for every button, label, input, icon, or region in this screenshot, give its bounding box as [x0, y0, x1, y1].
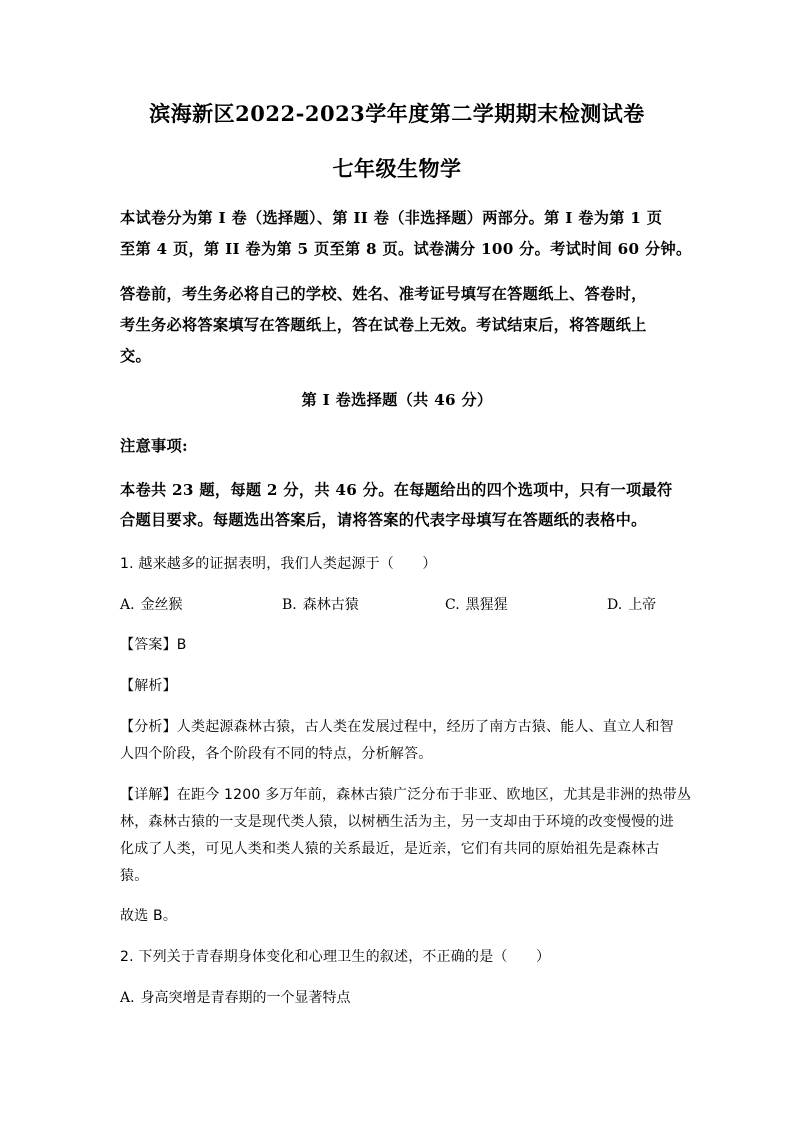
option-letter: A.	[120, 990, 135, 1006]
question-1-xiangjie-line4: 猿。	[120, 868, 149, 884]
question-2-stem: 2. 下列关于青春期身体变化和心理卫生的叙述，不正确的是（ ）	[120, 949, 551, 965]
intro-para1-line2: 至第 4 页，第 II 卷为第 5 页至第 8 页。试卷满分 100 分。考试时间 60 分钟。	[120, 240, 692, 258]
question-1-conclusion: 故选 B。	[120, 908, 178, 924]
option-letter: D.	[607, 597, 623, 613]
question-1-option-a	[120, 594, 183, 614]
question-1-answer: 【答案】B	[120, 637, 187, 653]
question-1-fenxi-line1: 【分析】人类起源森林古猿，古人类在发展过程中，经历了南方古猿、能人、直立人和智	[120, 719, 674, 735]
question-1-analysis-label: 【解析】	[120, 678, 177, 694]
exam-title: 滨海新区2022-2023学年度第二学期期末检测试卷	[149, 101, 645, 126]
question-1-xiangjie-line2: 林，森林古猿的一支是现代类人猿，以树栖生活为主，另一支却由于环境的改变慢慢的进	[120, 814, 674, 830]
option-text: 上帝	[628, 597, 657, 613]
notice-line1: 本卷共 23 题，每题 2 分，共 46 分。在每题给出的四个选项中，只有一项最符	[120, 481, 673, 499]
option-text: 身高突增是青春期的一个显著特点	[140, 990, 351, 1006]
option-letter: A.	[120, 597, 135, 613]
option-letter: C.	[445, 597, 460, 613]
option-text: 黑猩猩	[465, 597, 508, 613]
intro-para2-line1: 答卷前，考生务必将自己的学校、姓名、准考证号填写在答题纸上、答卷时，	[120, 285, 647, 303]
option-text: 森林古猿	[302, 597, 359, 613]
notice-label: 注意事项:	[120, 437, 188, 455]
exam-subtitle: 七年级生物学	[332, 156, 462, 181]
intro-para1-line1: 本试卷分为第 I 卷（选择题）、第 II 卷（非选择题）两部分。第 I 卷为第 1 页	[120, 209, 663, 227]
question-1-option-c	[445, 594, 508, 614]
section-heading: 第 I 卷选择题（共 46 分）	[301, 391, 493, 409]
question-2-option-a	[120, 987, 351, 1007]
question-1-stem: 1. 越来越多的证据表明，我们人类起源于（ ）	[120, 556, 437, 572]
option-letter: B.	[282, 597, 297, 613]
notice-line2: 合题目要求。每题选出答案后，请将答案的代表字母填写在答题纸的表格中。	[120, 511, 647, 529]
question-1-option-b	[282, 594, 359, 614]
intro-para2-line3: 交。	[120, 347, 151, 365]
question-1-xiangjie-line1: 【详解】在距今 1200 多万年前，森林古猿广泛分布于非亚、欧地区，尤其是非洲的热带丛	[120, 787, 692, 803]
intro-para2-line2: 考生务必将答案填写在答题纸上，答在试卷上无效。考试结束后，将答题纸上	[120, 316, 647, 334]
question-1-fenxi-line2: 人四个阶段，各个阶段有不同的特点，分析解答。	[120, 746, 433, 762]
question-1-xiangjie-line3: 化成了人类，可见人类和类人猿的关系最近，是近亲，它们有共同的原始祖先是森林古	[120, 841, 660, 857]
question-1-option-d	[607, 594, 656, 614]
option-text: 金丝猴	[140, 597, 183, 613]
